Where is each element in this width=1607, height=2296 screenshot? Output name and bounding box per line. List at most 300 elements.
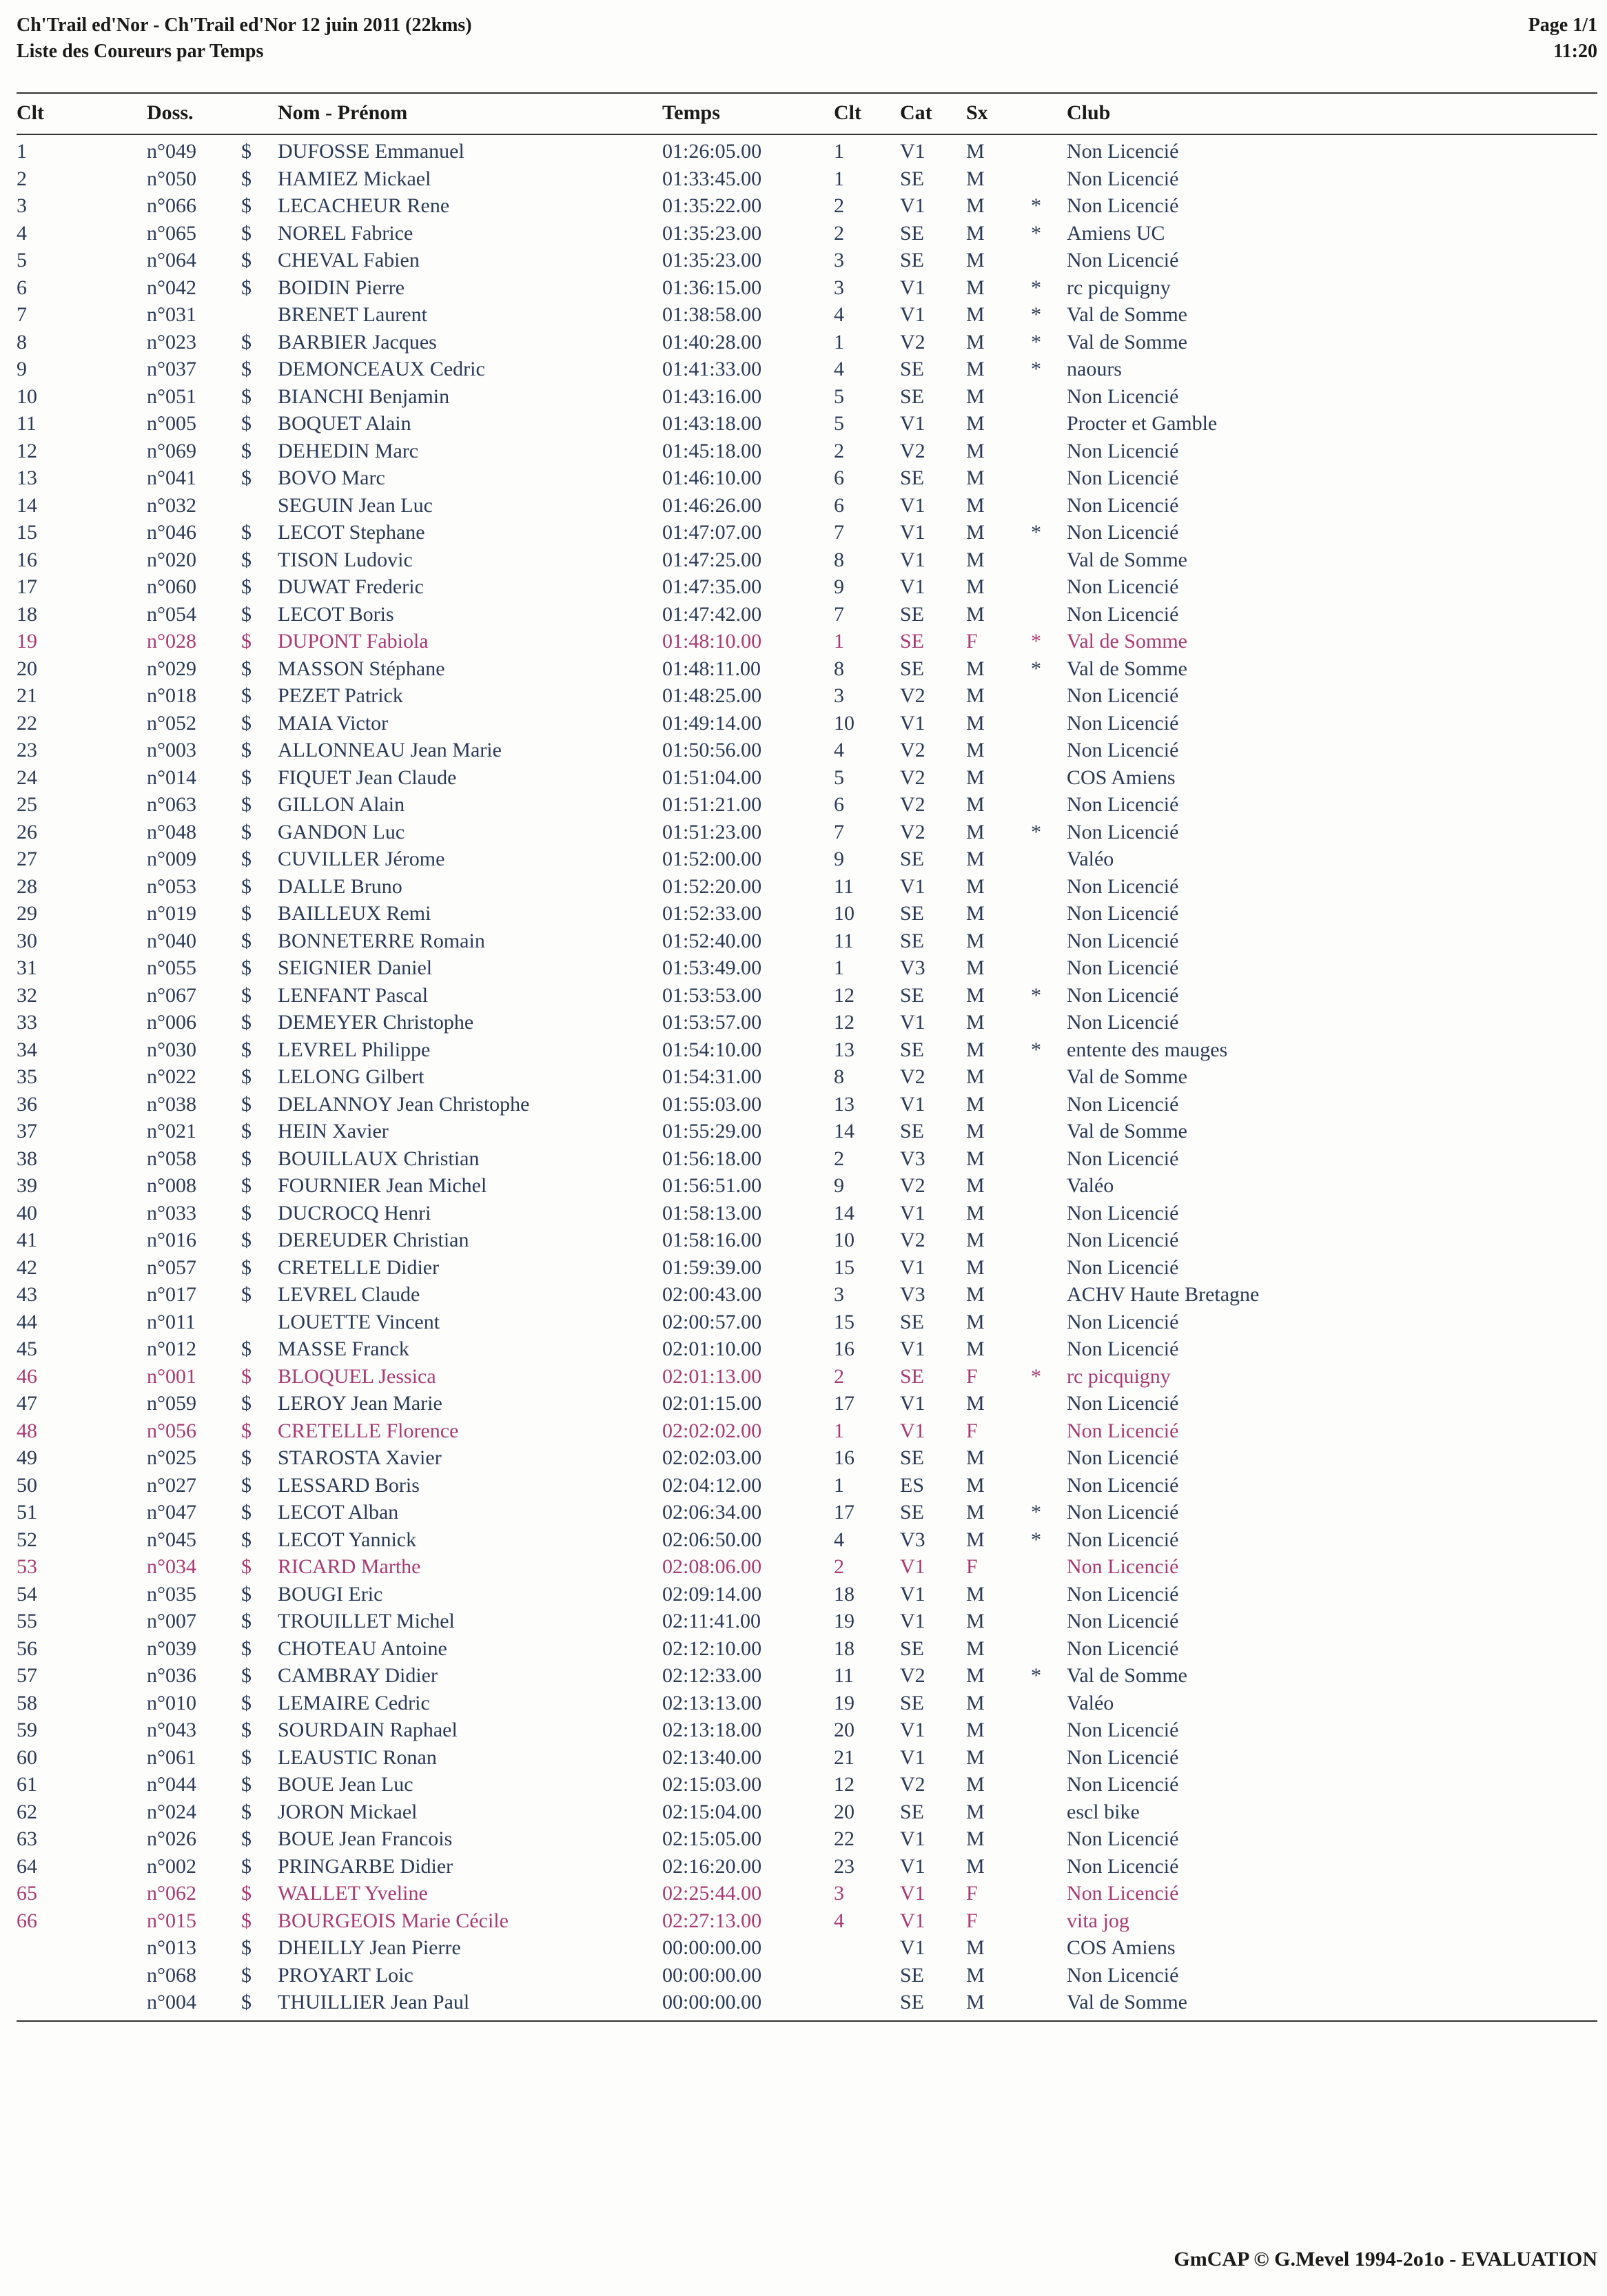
- runner-name: TROUILLET Michel: [278, 1610, 455, 1632]
- table-row: [0, 1200, 1607, 1227]
- table-row: [0, 655, 1607, 683]
- runner-name: LESSARD Boris: [278, 1473, 420, 1497]
- paid-mark: $: [241, 956, 252, 979]
- category: SE: [900, 657, 925, 680]
- page-number: Page 1/1: [1528, 14, 1597, 36]
- table-row: [0, 1227, 1607, 1254]
- bib: n°008: [147, 1174, 196, 1197]
- category-rank: 19: [834, 1691, 854, 1714]
- rank: 60: [17, 1745, 37, 1769]
- table-row: [0, 1553, 1607, 1581]
- paid-mark: $: [241, 575, 252, 598]
- bib: n°025: [147, 1446, 196, 1469]
- sex: M: [966, 1174, 985, 1197]
- finish-time: 02:04:12.00: [662, 1473, 762, 1497]
- bib: n°069: [147, 439, 196, 462]
- runner-name: WALLET Yveline: [278, 1882, 428, 1905]
- paid-mark: $: [241, 330, 252, 353]
- finish-time: 02:15:03.00: [662, 1773, 762, 1796]
- runner-name: LEMAIRE Cedric: [278, 1691, 430, 1714]
- club: rc picquigny: [1067, 276, 1171, 299]
- rank: 37: [17, 1120, 37, 1142]
- club: Val de Somme: [1067, 303, 1187, 326]
- col-cat: Cat: [900, 101, 932, 124]
- bib: n°051: [147, 385, 196, 408]
- finish-time: 01:40:28.00: [662, 330, 762, 353]
- category-rank: 9: [834, 575, 844, 598]
- runner-name: DUFOSSE Emmanuel: [278, 140, 464, 163]
- category-rank: 1: [834, 1473, 844, 1497]
- sex: F: [966, 630, 978, 653]
- rank: 18: [17, 602, 37, 626]
- category: V3: [900, 1528, 925, 1551]
- category: V2: [900, 330, 925, 353]
- finish-time: 01:47:35.00: [662, 575, 762, 598]
- bib: n°012: [147, 1337, 196, 1360]
- runner-name: DEHEDIN Marc: [278, 439, 419, 462]
- club: Val de Somme: [1067, 630, 1187, 653]
- sex: M: [966, 1337, 985, 1360]
- club: Non Licencié: [1067, 1011, 1179, 1034]
- sex: M: [966, 1800, 985, 1823]
- club: Non Licencié: [1067, 1310, 1179, 1333]
- runner-name: BOIDIN Pierre: [278, 276, 405, 299]
- table-row: [0, 410, 1607, 438]
- table-row: [0, 737, 1607, 764]
- category-rank: 6: [834, 467, 844, 489]
- bib: n°029: [147, 657, 196, 680]
- runner-name: CAMBRAY Didier: [278, 1664, 438, 1687]
- club: Valéo: [1067, 1174, 1114, 1197]
- sex: M: [966, 1283, 985, 1306]
- bib: n°060: [147, 575, 196, 598]
- table-row: [0, 954, 1607, 982]
- category-rank: 12: [834, 983, 854, 1007]
- rank: 50: [17, 1473, 37, 1497]
- rank: 46: [17, 1364, 37, 1388]
- sex: M: [966, 1446, 985, 1469]
- club: entente des mauges: [1067, 1038, 1228, 1061]
- paid-mark: $: [241, 358, 252, 380]
- table-row: [0, 1907, 1607, 1935]
- bib: n°055: [147, 956, 196, 979]
- sex: M: [966, 956, 985, 979]
- runner-name: JORON Mickael: [278, 1800, 418, 1823]
- runner-name: MAIA Victor: [278, 711, 389, 735]
- category: V1: [900, 1419, 925, 1442]
- rank: 34: [17, 1038, 37, 1061]
- bib: n°023: [147, 330, 196, 353]
- category: V2: [900, 1773, 925, 1796]
- finish-time: 01:54:31.00: [662, 1065, 762, 1088]
- category-rank: 19: [834, 1610, 854, 1632]
- license-mark: *: [1031, 1364, 1041, 1388]
- license-mark: *: [1031, 820, 1041, 843]
- paid-mark: $: [241, 1174, 252, 1197]
- bottom-rule: [17, 2020, 1597, 2022]
- club: naours: [1067, 358, 1122, 380]
- runner-name: CHOTEAU Antoine: [278, 1637, 447, 1660]
- club: Non Licencié: [1067, 1255, 1179, 1279]
- sex: M: [966, 902, 985, 925]
- club: Non Licencié: [1067, 1337, 1179, 1360]
- sex: M: [966, 358, 985, 380]
- finish-time: 02:12:33.00: [662, 1664, 762, 1687]
- club: Non Licencié: [1067, 167, 1179, 190]
- sex: M: [966, 1691, 985, 1714]
- table-row: [0, 927, 1607, 955]
- category: V1: [900, 1255, 925, 1279]
- club: Non Licencié: [1067, 711, 1179, 735]
- runner-name: BLOQUEL Jessica: [278, 1364, 436, 1388]
- rank: 20: [17, 657, 37, 680]
- club: Non Licencié: [1067, 902, 1179, 925]
- rank: 66: [17, 1909, 37, 1932]
- bib: n°068: [147, 1963, 196, 1987]
- runner-name: CRETELLE Didier: [278, 1255, 440, 1279]
- bib: n°011: [147, 1310, 196, 1333]
- paid-mark: $: [241, 1610, 252, 1632]
- category-rank: 3: [834, 1882, 844, 1905]
- license-mark: *: [1031, 1664, 1041, 1687]
- bib: n°007: [147, 1610, 196, 1632]
- sex: M: [966, 793, 985, 816]
- bib: n°039: [147, 1637, 196, 1660]
- sex: F: [966, 1555, 978, 1578]
- sex: M: [966, 1120, 985, 1142]
- page-info: [1528, 12, 1597, 65]
- paid-mark: $: [241, 439, 252, 462]
- table-row: [0, 1335, 1607, 1363]
- category-rank: 12: [834, 1011, 854, 1034]
- paid-mark: $: [241, 602, 252, 626]
- bib: n°054: [147, 602, 196, 626]
- rank: 57: [17, 1664, 37, 1687]
- table-row: [0, 1608, 1607, 1635]
- finish-time: 02:01:13.00: [662, 1364, 762, 1388]
- rank: 15: [17, 521, 37, 544]
- rank: 30: [17, 929, 37, 952]
- sex: M: [966, 1936, 985, 1959]
- finish-time: 01:50:56.00: [662, 739, 762, 761]
- table-row: [0, 1853, 1607, 1880]
- paid-mark: $: [241, 1800, 252, 1823]
- category-rank: 15: [834, 1310, 854, 1333]
- paid-mark: $: [241, 1909, 252, 1932]
- license-mark: *: [1031, 330, 1041, 353]
- category: V1: [900, 548, 925, 571]
- club: Non Licencié: [1067, 140, 1179, 163]
- paid-mark: $: [241, 1936, 252, 1959]
- category-rank: 14: [834, 1120, 854, 1142]
- category-rank: 12: [834, 1773, 854, 1796]
- runner-name: LENFANT Pascal: [278, 983, 429, 1007]
- rank: 26: [17, 820, 37, 843]
- finish-time: 01:55:29.00: [662, 1120, 762, 1142]
- club: Non Licencié: [1067, 983, 1179, 1007]
- sex: M: [966, 874, 985, 898]
- club: Non Licencié: [1067, 1745, 1179, 1769]
- rank: 35: [17, 1065, 37, 1088]
- club: Non Licencié: [1067, 1582, 1179, 1606]
- table-row: [0, 1499, 1607, 1526]
- runner-name: PRINGARBE Didier: [278, 1854, 453, 1878]
- sex: M: [966, 684, 985, 707]
- category-rank: 5: [834, 412, 844, 435]
- bib: n°038: [147, 1092, 196, 1116]
- club: Val de Somme: [1067, 330, 1187, 353]
- runner-name: STAROSTA Xavier: [278, 1446, 442, 1469]
- category-rank: 1: [834, 330, 844, 353]
- runner-name: GANDON Luc: [278, 820, 405, 843]
- table-row: [0, 247, 1607, 274]
- table-row: [0, 1091, 1607, 1118]
- bib: n°001: [147, 1364, 196, 1388]
- rank: 2: [17, 167, 27, 190]
- table-row: [0, 1744, 1607, 1772]
- finish-time: 02:13:18.00: [662, 1719, 762, 1741]
- finish-time: 01:53:49.00: [662, 956, 762, 979]
- runner-name: DALLE Bruno: [278, 874, 402, 898]
- paid-mark: $: [241, 1229, 252, 1251]
- table-row: [0, 1934, 1607, 1962]
- sex: M: [966, 1147, 985, 1170]
- sex: M: [966, 1719, 985, 1741]
- sex: M: [966, 467, 985, 489]
- bib: n°028: [147, 630, 196, 653]
- bib: n°037: [147, 358, 196, 380]
- results-table: [0, 138, 1607, 2016]
- club: Non Licencié: [1067, 1719, 1179, 1741]
- bib: n°019: [147, 902, 196, 925]
- category-rank: 2: [834, 1364, 844, 1388]
- paid-mark: $: [241, 929, 252, 952]
- sex: M: [966, 848, 985, 870]
- col-doss: Doss.: [147, 101, 194, 124]
- club: Non Licencié: [1067, 820, 1179, 843]
- category: V2: [900, 820, 925, 843]
- finish-time: 01:47:42.00: [662, 602, 762, 626]
- finish-time: 02:01:15.00: [662, 1392, 762, 1415]
- rank: 28: [17, 874, 37, 898]
- club: Non Licencié: [1067, 493, 1179, 517]
- sex: M: [966, 1664, 985, 1687]
- table-row: [0, 1771, 1607, 1798]
- table-row: [0, 1063, 1607, 1091]
- paid-mark: $: [241, 1854, 252, 1878]
- category-rank: 16: [834, 1337, 854, 1360]
- table-row: [0, 1172, 1607, 1200]
- category: SE: [900, 929, 925, 952]
- finish-time: 01:55:03.00: [662, 1092, 762, 1116]
- club: Non Licencié: [1067, 1229, 1179, 1251]
- rank: 44: [17, 1310, 37, 1333]
- runner-name: LEVREL Philippe: [278, 1038, 431, 1061]
- category-rank: 1: [834, 956, 844, 979]
- category: V1: [900, 1337, 925, 1360]
- rank: 51: [17, 1501, 37, 1524]
- bib: n°057: [147, 1255, 196, 1279]
- table-row: [0, 1581, 1607, 1608]
- category: V1: [900, 1854, 925, 1878]
- club: Non Licencié: [1067, 793, 1179, 816]
- club: Amiens UC: [1067, 221, 1165, 245]
- paid-mark: $: [241, 221, 252, 245]
- sex: M: [966, 412, 985, 435]
- finish-time: 02:06:34.00: [662, 1501, 762, 1524]
- club: Non Licencié: [1067, 684, 1179, 707]
- category: V1: [900, 303, 925, 326]
- sex: M: [966, 1501, 985, 1524]
- paid-mark: $: [241, 902, 252, 925]
- finish-time: 01:48:25.00: [662, 684, 762, 707]
- category: V1: [900, 711, 925, 735]
- paid-mark: $: [241, 249, 252, 271]
- license-mark: *: [1031, 521, 1041, 544]
- finish-time: 02:02:02.00: [662, 1419, 762, 1442]
- sex: M: [966, 548, 985, 571]
- finish-time: 01:36:15.00: [662, 276, 762, 299]
- runner-name: BOUE Jean Luc: [278, 1773, 413, 1796]
- category-rank: 2: [834, 221, 844, 245]
- finish-time: 02:02:03.00: [662, 1446, 762, 1469]
- club: Procter et Gamble: [1067, 412, 1218, 435]
- category-rank: 20: [834, 1800, 854, 1823]
- runner-name: DEMONCEAUX Cedric: [278, 358, 485, 380]
- runner-name: PEZET Patrick: [278, 684, 403, 707]
- category-rank: 16: [834, 1446, 854, 1469]
- category: ES: [900, 1473, 925, 1497]
- category: V1: [900, 1745, 925, 1769]
- club: Non Licencié: [1067, 1147, 1179, 1170]
- rank: 1: [17, 140, 27, 163]
- paid-mark: $: [241, 1255, 252, 1279]
- bib: n°045: [147, 1528, 196, 1551]
- category: V2: [900, 1664, 925, 1687]
- category-rank: 17: [834, 1392, 854, 1415]
- finish-time: 02:15:05.00: [662, 1827, 762, 1850]
- runner-name: FOURNIER Jean Michel: [278, 1174, 487, 1197]
- club: Val de Somme: [1067, 657, 1187, 680]
- category: SE: [900, 358, 925, 380]
- sex: M: [966, 1065, 985, 1088]
- runner-name: LECOT Alban: [278, 1501, 399, 1524]
- sex: M: [966, 929, 985, 952]
- sex: M: [966, 1963, 985, 1987]
- club: Non Licencié: [1067, 194, 1179, 217]
- table-row: [0, 819, 1607, 846]
- sex: M: [966, 1827, 985, 1850]
- bib: n°042: [147, 276, 196, 299]
- rank: 17: [17, 575, 37, 598]
- bib: n°050: [147, 167, 196, 190]
- bib: n°031: [147, 303, 196, 326]
- table-row: [0, 764, 1607, 792]
- category-rank: 7: [834, 521, 844, 544]
- club: Non Licencié: [1067, 1963, 1179, 1987]
- finish-time: 01:35:22.00: [662, 194, 762, 217]
- paid-mark: $: [241, 1038, 252, 1061]
- table-row: [0, 1635, 1607, 1663]
- table-row: [0, 1662, 1607, 1690]
- sex: M: [966, 1473, 985, 1497]
- runner-name: LEVREL Claude: [278, 1283, 420, 1306]
- paid-mark: $: [241, 1011, 252, 1034]
- category-rank: 23: [834, 1854, 854, 1878]
- license-mark: *: [1031, 657, 1041, 680]
- club: Non Licencié: [1067, 1610, 1179, 1632]
- category-rank: 21: [834, 1745, 854, 1769]
- runner-name: THUILLIER Jean Paul: [278, 1991, 470, 2013]
- list-subtitle: Liste des Coureurs par Temps: [17, 41, 264, 62]
- table-row: [0, 873, 1607, 901]
- sex: M: [966, 1201, 985, 1224]
- finish-time: 01:53:57.00: [662, 1011, 762, 1034]
- category: V1: [900, 1610, 925, 1632]
- category: V2: [900, 439, 925, 462]
- rank: 48: [17, 1419, 37, 1442]
- table-row: [0, 220, 1607, 247]
- paid-mark: $: [241, 1419, 252, 1442]
- category: V1: [900, 1827, 925, 1850]
- sex: M: [966, 1310, 985, 1333]
- bib: n°018: [147, 684, 196, 707]
- table-row: [0, 519, 1607, 546]
- sex: M: [966, 1773, 985, 1796]
- category-rank: 18: [834, 1637, 854, 1660]
- runner-name: BAILLEUX Remi: [278, 902, 431, 925]
- table-row: [0, 1036, 1607, 1064]
- runner-name: LEAUSTIC Ronan: [278, 1745, 437, 1769]
- finish-time: 01:49:14.00: [662, 711, 762, 735]
- sex: M: [966, 1582, 985, 1606]
- sex: M: [966, 1011, 985, 1034]
- category: V1: [900, 521, 925, 544]
- finish-time: 02:27:13.00: [662, 1909, 762, 1932]
- runner-name: LECOT Yannick: [278, 1528, 417, 1551]
- sex: M: [966, 140, 985, 163]
- category: SE: [900, 1120, 925, 1142]
- runner-name: HAMIEZ Mickael: [278, 167, 431, 190]
- category: SE: [900, 602, 925, 626]
- runner-name: DELANNOY Jean Christophe: [278, 1092, 530, 1116]
- rank: 54: [17, 1582, 37, 1606]
- runner-name: SEIGNIER Daniel: [278, 956, 433, 979]
- paid-mark: $: [241, 385, 252, 408]
- bib: n°033: [147, 1201, 196, 1224]
- finish-time: 01:51:04.00: [662, 766, 762, 789]
- category-rank: 1: [834, 167, 844, 190]
- category-rank: 6: [834, 493, 844, 517]
- finish-time: 01:43:18.00: [662, 412, 762, 435]
- bib: n°066: [147, 194, 196, 217]
- runner-name: NOREL Fabrice: [278, 221, 413, 245]
- sex: M: [966, 602, 985, 626]
- club: Non Licencié: [1067, 439, 1179, 462]
- rank: 58: [17, 1691, 37, 1714]
- col-time: Temps: [662, 101, 720, 124]
- category: V1: [900, 575, 925, 598]
- category-rank: 11: [834, 874, 854, 898]
- category-rank: 13: [834, 1092, 854, 1116]
- sex: M: [966, 983, 985, 1007]
- rank: 25: [17, 793, 37, 816]
- col-cat-rank: Clt: [834, 101, 861, 124]
- col-club: Club: [1067, 101, 1111, 124]
- category-rank: 4: [834, 739, 844, 761]
- header-rule: [17, 134, 1597, 135]
- paid-mark: $: [241, 1120, 252, 1142]
